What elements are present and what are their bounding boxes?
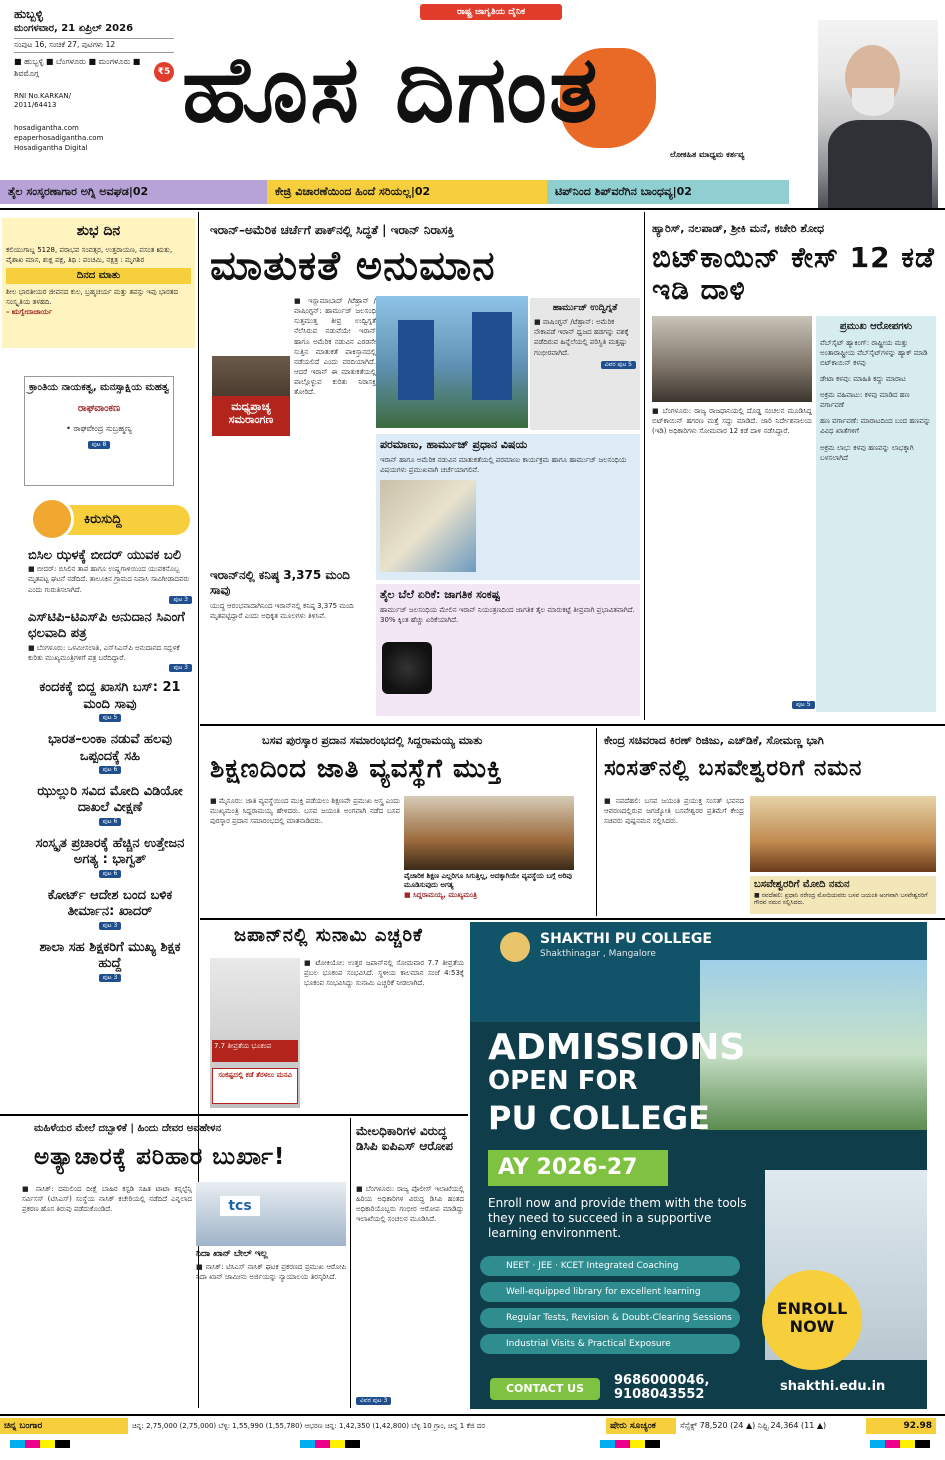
ad-feature-4: Industrial Visits & Practical Exposure [480,1334,740,1354]
ad-feature-2: Well-equipped library for excellent learning [480,1282,740,1302]
column-box[interactable] [24,376,174,486]
gold-label: ಚಿನ್ನ ಬಂಗಾರ [0,1418,128,1434]
edition-list: ■ ಹುಬ್ಬಳ್ಳಿ ■ ಬೆಂಗಳೂರು ■ ಮಂಗಳೂರು ■ ಶಿವಮೊಗ್ಗ [14,57,141,78]
page-ref[interactable]: ಪುಟ 5 [99,714,122,722]
ad-title-1: ADMISSIONS [488,1027,746,1068]
ad-description: Enroll now and provide them with the tools they need to succeed in a supportive learning environment. [488,1196,747,1240]
web-link-1[interactable]: hosadigantha.com [14,124,79,132]
allegation-item: ಅಕ್ರಮ ವಹಿವಾಟು: ಕಳವು ಮಾಡಿದ ಹಣ ವರ್ಗಾವಣೆ [820,391,910,410]
allegation-item: ಹಣ ವರ್ಗಾವಣೆ: ಮಾರಾಟದಿಂದ ಬಂದ ಹಣವನ್ನು ವಿವಿಧ ಖಾತೆಗಳಿಗೆ [820,417,931,436]
ad-title-3: PU COLLEGE [488,1099,711,1137]
volume-info: ಸಂಪುಟ 16, ಸಂಚಿಕೆ 27, ಪುಟಗಳು 12 [14,40,174,53]
web-link-3[interactable]: Hosadigantha Digital [14,143,88,152]
casualty-story[interactable] [210,568,374,621]
basava-headline[interactable]: ಶಿಕ್ಷಣದಿಂದ ಜಾತಿ ವ್ಯವಸ್ಥೆಗೆ ಮುಕ್ತಿ [210,754,503,784]
bitcoin-headline[interactable]: ಬಿಟ್‌ಕಾಯಿನ್ ಕೇಸ್ 12 ಕಡೆ ಇಡಿ ದಾಳಿ [652,241,935,307]
brief-headline: ಕೋರ್ಟ್ ಆದೇಶ ಬಂದ ಬಳಿಕ ತೀರ್ಮಾನ: ಖಾದರ್ [47,888,173,920]
brief-headline: ಎಸ್‌ಟಿಪಿ–ಟಿಎಸ್‌ಪಿ ಅನುದಾನ ಸಿಎಂಗೆ ಛಲವಾದಿ ಪತ್ರ [28,610,185,642]
market-index: ಸೆನ್ಸೆಕ್ಸ್ 78,520 (24 ▲) ನಿಫ್ಟಿ 24,364 (11 ▲) [680,1421,827,1430]
ad-college-name: SHAKTHI PU COLLEGE [540,931,712,947]
tsunami-body: ■ ಟೋಕಿಯೋ: ಉತ್ತರ ಜಪಾನ್‌ನಲ್ಲಿ ಸೋಮವಾರ 7.7 ತೀವ್ರತೆಯ ಪ್ರಬಲ ಭೂಕಂಪ ಸಂಭವಿಸಿದೆ. ಸ್ಥಳೀಯ ಕಾಲಮಾನ ಸಂಜೆ 4:53ಕ್ಕೆ ಭೂಕಂಪ ಸಂಭವಿಸಿದ್ದು ಸುನಾಮಿ ಎಚ್ಚರಿಕೆ ನೀಡಲಾಗಿದೆ. [304,959,464,988]
ad-phone-2: 9108043552 [614,1387,705,1403]
column-name: ರಾಘವಾಂಕಣ [77,403,121,414]
strip-story-1[interactable]: ತೈಲ ಸಂಸ್ಕರಣಾಗಾರ ಅಗ್ನಿ ಅವಘಡ|02 [0,180,267,204]
lead-kicker: ಇರಾನ್–ಅಮೆರಿಕ ಚರ್ಚೆಗೆ ಪಾಕ್‌ನಲ್ಲಿ ಸಿದ್ಧತೆ | ಇರಾನ್ ನಿರಾಸಕ್ತಿ [210,223,455,237]
column-divider [644,212,645,720]
divider [200,918,945,920]
masthead-subtag: ಲೋಕಹಿತ ಮಾಧ್ಯಮ ಕರ್ತವ್ಯ [670,150,745,159]
brief-item[interactable] [28,680,192,722]
hormuz-map [380,480,476,572]
divider [0,1414,945,1416]
brief-headline: ಸಂಸ್ಕೃತ ಪ್ರಚಾರಕ್ಕೆ ಹೆಚ್ಚಿನ ಉತ್ತೇಜನ ಅಗತ್ಯ : ಭಾಗ್ವತ್ [35,836,185,868]
dinada-text: ಶೀಲ ಭಾರತೀಯರ ಜೀವನದ ಕುಲ, ಬ್ರಹ್ಮಚರ್ಯ ಮತ್ತು ತಪಸ್ಸು ಇವು ಭಾರತದ ಸಂಸ್ಕೃತಿಯ ತಳಹದಿ. [6,287,179,306]
column-title: ಕ್ರಾಂತಿಯ ನಾಯಕತ್ವ, ಮನಸ್ಸಾಕ್ಷಿಯ ಮಹತ್ವ [29,382,169,393]
ad-phone-numbers[interactable] [614,1374,709,1403]
ad-title-2: OPEN FOR [488,1066,638,1096]
lead-headline[interactable]: ಮಾತುಕತೆ ಅನುಮಾನ [210,243,496,289]
page-ref[interactable]: ಪುಟ 3 [169,664,192,672]
allegation-item: ಡೇಟಾ ಕಳವು: ಮಾಹಿತಿ ಕದ್ದು ಮಾರಾಟ [820,374,906,383]
brief-item[interactable] [28,610,192,672]
brief-item[interactable] [28,784,192,826]
hormuz-box[interactable] [530,298,640,430]
brief-item[interactable] [28,732,192,774]
basava-quote-box [404,872,574,914]
casualty-headline: ಇರಾನ್‌ನಲ್ಲಿ ಕನಿಷ್ಠ 3,375 ಮಂದಿ ಸಾವು [210,568,350,597]
sansat-headline[interactable]: ಸಂಸತ್‌ನಲ್ಲಿ ಬಸವೇಶ್ವರರಿಗೆ ನಮನ [604,756,863,781]
talks-banner-1 [398,320,434,400]
column-author: • ರಾಘವೇಂದ್ರ ಸುಬ್ರಹ್ಮಣ್ಯ [66,423,132,433]
modi-tribute-body: ■ ನವದೆಹಲಿ: ಪ್ರಧಾನಿ ನರೇಂದ್ರ ಮೋದಿಯವರು ಬಸವ ಜಯಂತಿ ಅಂಗವಾಗಿ ಬಸವೇಶ್ವರರಿಗೆ ಗೌರವ ನಮನ ಸಲ್ಲಿಸಿದರು. [754,891,928,907]
page-ref[interactable]: ಪುಟ 6 [99,870,122,878]
gold-rates: ಚಿನ್ನ: 2,75,000 (2,75,000) ಬೆಳ್ಳಿ: 1,55,990 (1,55,780) ಆಭರಣ ಚಿನ್ನ: 1,42,350 (1,42,800) ಬೆಳ್ಳಿ 10 ಗ್ರಾಂ, ಚಿನ್ನ 1 ಕೆಜಿ ದರ [132,1422,486,1430]
lead-body-text: ■ ಇಸ್ಲಾಮಾಬಾದ್ /ಟೆಹ್ರಾನ್ /ವಾಷಿಂಗ್ಟನ್: ಹಾರ್ಮುಜ್ ಜಲಸಂಧಿ ಸುತ್ತಮುತ್ತ ತೀವ್ರ ಉದ್ವಿಗ್ನತೆ ನೆಲೆಸಿರುವ ನಡುವೆಯೇ ಇರಾನ್ ಹಾಗೂ ಅಮೆರಿಕ ನಡುವಿನ ಎರಡನೇ ಸುತ್ತಿನ ಮಾತುಕತೆ ಪಾಕಿಸ್ತಾನದಲ್ಲಿ ನಡೆಯಲಿದೆ ಎಂದು ವರದಿಯಾಗಿದೆ. ಆದರೆ ಇರಾನ್ ಈ ಮಾತುಕತೆಯಲ್ಲಿ ಪಾಲ್ಗೊಳ್ಳುವ ಕುರಿತು ನಿರಾಸಕ್ತಿ ತೋರಿದೆ. [294,297,376,397]
kirusuddi-header: ಕಿರುಸುದ್ದಿ [30,505,190,535]
issue-date: ಮಂಗಳವಾರ, 21 ಏಪ್ರಿಲ್ 2026 [14,22,174,39]
ad-contact-button[interactable]: CONTACT US [490,1378,600,1400]
brief-item[interactable] [28,836,192,878]
page-ref[interactable]: ಪುಟ 3 [99,922,122,930]
brief-body: ■ ಬೀದರ್: ಬಿಸಿಲಿನ ತಾಪ ಹಾಗೂ ಉಷ್ಣಗಾಳಿಯಿಂದ ಯುವಕನೊಬ್ಬ ಮೃತಪಟ್ಟ ಘಟನೆ ನಡೆದಿದೆ. ತಾಲೂಕಿನ ಗ್ರಾಮದ ನಿವಾಸಿ ಸಾವಿಗೀಡಾದವರು ಎಂದು ಗುರುತಿಸಲಾಗಿದೆ. [28,565,190,594]
oil-body: ಹಾರ್ಮುಜ್ ಜಲಸಂಧಿಯ ಮೇಲಿನ ಇರಾನ್ ನಿಯಂತ್ರಣದಿಂದ ಜಾಗತಿಕ ತೈಲ ಮಾರುಕಟ್ಟೆ ತೀವ್ರವಾಗಿ ಪ್ರಭಾವಿತವಾಗಿದೆ. 30% ಕ್ಕಿಂತ ಹೆಚ್ಚು ಏರಿಕೆಯಾಗಿದೆ. [380,605,635,624]
college-logo-icon [500,932,530,962]
rni-number: RNI No.KARKAN/ 2011/64413 [14,92,71,110]
page-ref[interactable]: ಪುಟ 3 [99,974,122,982]
sansat-kicker: ಕೇಂದ್ರ ಸಚಿವರಾದ ಕಿರಣ್ ರಿಜಿಜು, ಎಚ್‌ಡಿಕೆ, ಸೋಮಣ್ಣ ಭಾಗಿ [604,734,824,747]
atyachar-kicker: ಮಹಿಳೆಯರ ಮೇಲೆ ದಬ್ಬಾಳಿಕೆ | ಹಿಂದು ದೇವರ ಅವಹೇಳನ [34,1123,222,1134]
brief-headline: ಭಾರತ–ಲಂಕಾ ನಡುವೆ ಹಲವು ಒಪ್ಪಂದಕ್ಕೆ ಸಹಿ [48,732,172,764]
brief-headline: ಬಿಸಿಲ ಝಳಕ್ಕೆ ಬೀದರ್ ಯುವಕ ಬಲಿ [28,548,181,563]
page-ref[interactable]: ವಿವರ ಪುಟ 5 [601,361,636,369]
web-link-2[interactable]: epaperhosadigantha.com [14,133,104,142]
brief-headline: ಶಾಲಾ ಸಹ ಶಿಕ್ಷಕರಿಗೆ ಮುಖ್ಯ ಶಿಕ್ಷಕ ಹುದ್ದೆ [39,940,181,972]
pm-photo-beard [852,88,894,116]
bitcoin-page-ref-wrap [792,700,815,709]
shubha-title: ಶುಭ ದಿನ [76,223,121,239]
atyachar-body: ■ ನಾಸಿಕ್: ದಮಲಿಂದ ದೀಕ್ಷೆ ಬಾಹಿರ ಕಸ್ಟಡಿ ಸಹಿತ ಟಾಟಾ ಕನ್ಸಲ್ಟೆನ್ಸಿ ಸರ್ವಿಸಸ್ (ಟಿಸಿಎಸ್) ಸಂಸ್ಥೆಯ ನಾಸಿಕ್ ಕಚೇರಿಯಲ್ಲಿ ನಡೆದಿದೆ ಎನ್ನಲಾದ ಪ್ರಕರಣ ಹೊಸ ತಿರುವು ಪಡೆದುಕೊಂಡಿದೆ. [22,1185,192,1214]
column-divider [596,728,597,916]
brief-body: ■ ಬೆಂಗಳೂರು: ಒಳಮೀಸಲಾತಿ, ಎಸ್‌ಸಿಎಸ್‌ಪಿ ಅನುದಾನದ ಸದ್ಬಳಕೆ ಕುರಿತು ಮುಖ್ಯಮಂತ್ರಿಗಳಿಗೆ ಪತ್ರ ಬರೆದಿದ್ದಾರೆ. [28,643,180,662]
allegation-item: ವೆಬ್‌ಸೈಟ್ ಹ್ಯಾಕಿಂಗ್: ರಾಷ್ಟ್ರೀಯ ಮತ್ತು ಅಂತಾರಾಷ್ಟ್ರೀಯ ವೆಬ್‌ಸೈಟ್‌ಗಳನ್ನು ಹ್ಯಾಕ್ ಮಾಡಿ ಬಿಟ್‌ಕಾಯಿನ್ ಕಳವು [820,338,928,367]
basava-quote: ವೈಚಾರಿಕ ಶಿಕ್ಷಣ ಎಲ್ಲರಿಗೂ ಸಿಗುತ್ತಿಲ್ಲ, ಅದಕ್ಕಾಗಿಯೇ ವ್ಯವಸ್ಥೆಯ ಬಗ್ಗೆ ಅರಿವು ಮೂಡಿಸುವುದು ಅಗತ್ಯ [404,872,572,890]
brief-item[interactable] [28,940,192,982]
nuclear-body: ಇರಾನ್ ಹಾಗೂ ಅಮೆರಿಕ ನಡುವಿನ ಮಾತುಕತೆಯಲ್ಲಿ ಪರಮಾಣು ಕಾರ್ಯಕ್ರಮ ಹಾಗೂ ಹಾರ್ಮುಜ್ ಜಲಸಂಧಿಯ ವಿಷಯಗಳು ಪ್ರಮುಖವಾಗಿ ಚರ್ಚೆಯಾಗಲಿವೆ. [380,455,627,474]
brief-item[interactable] [28,548,192,604]
atyachar-headline[interactable]: ಅತ್ಯಾಚಾರಕ್ಕೆ ಪರಿಹಾರ ಬುರ್ಖಾ! [34,1144,286,1170]
nuclear-title: ಪರಮಾಣು, ಹಾರ್ಮುಜ್ ಪ್ರಧಾನ ವಿಷಯ [380,438,528,451]
brief-news-list [28,548,192,982]
talks-banner-2 [472,312,512,400]
dcp-page-wrap [356,1396,391,1405]
ad-website-link[interactable]: shakthi.edu.in [780,1379,886,1394]
shubha-dina-box [2,218,195,348]
brief-item[interactable] [28,888,192,930]
pm-photo-coat [828,120,932,208]
ed-raid-photo [652,316,812,402]
divider [0,208,945,210]
tcs-logo-icon: tcs [220,1196,260,1216]
page-ref[interactable]: ವಿವರ ಪುಟ 3 [356,1397,391,1405]
oil-title: ತೈಲ ಬೆಲೆ ಏರಿಕೆ: ಜಾಗತಿಕ ಸಂಕಷ್ಟ [380,588,501,601]
ad-feature-1: NEET · JEE · KCET Integrated Coaching [480,1256,740,1276]
page-ref[interactable]: ಪುಟ 6 [99,818,122,826]
modi-tribute-title: ಬಸವೇಶ್ವರರಿಗೆ ಮೋದಿ ನಮನ [754,879,850,890]
strip-story-2[interactable]: ಕೇಜ್ರಿ ವಿಚಾರಣೆಯಿಂದ ಹಿಂದೆ ಸರಿಯಲ್ಲ|02 [267,180,547,204]
registration-bar [600,1440,660,1448]
strip-story-3[interactable]: ಟಿಪ್‌ನಿಂದ ಶಿಪ್‌ವರೆಗಿನ ಬಾಂಧವ್ಯ|02 [547,180,789,204]
basava-event-photo [404,796,574,870]
basava-quote-by: ■ ಸಿದ್ದರಾಮಯ್ಯ, ಮುಖ್ಯಮಂತ್ರಿ [404,890,478,899]
allegations-box [816,316,936,712]
ad-enroll-button[interactable]: ENROLL NOW [762,1270,862,1370]
hand-pointer-icon [30,497,74,541]
sansat-body: ■ ನವದೆಹಲಿ: ಬಸವ ಜಯಂತಿ ಪ್ರಯುಕ್ತ ಸಂಸತ್ ಭವನದ ಆವರಣದಲ್ಲಿರುವ ಜಗಜ್ಯೋತಿ ಬಸವೇಶ್ವರರ ಪ್ರತಿಮೆಗೆ ಕೇಂದ್ರ ಸಚಿವರು ಪುಷ್ಪನಮನ ಸಲ್ಲಿಸಿದರು. [604,797,744,826]
atyachar-sub-body: ■ ನಾಸಿಕ್: ಟಿಸಿಎಸ್ ನಾಸಿಕ್ ಘಟಕ ಪ್ರಕರಣದ ಪ್ರಮುಖ ಆರೋಪಿ ನಿದಾ ಖಾನ್ ಜಾಮೀನು ಅರ್ಜಿಯನ್ನು ನ್ಯಾಯಾಲಯ ತಿರಸ್ಕರಿಸಿದೆ. [196,1263,346,1282]
lead-photo-caption: ಮಧ್ಯಪ್ರಾಚ್ಯ ಸಮರಾಂಗಣ [212,396,290,436]
quake-tag-1: 7.7 ತೀವ್ರತೆಯ ಭೂಕಂಪ [212,1040,298,1062]
brief-headline: ಕಂದಕಕ್ಕೆ ಬಿದ್ದ ಖಾಸಗಿ ಬಸ್: 21 ಮಂದಿ ಸಾವು [39,680,181,712]
basava-kicker: ಬಸವ ಪುರಸ್ಕಾರ ಪ್ರದಾನ ಸಮಾರಂಭದಲ್ಲಿ ಸಿದ್ದರಾಮಯ್ಯ ಮಾತು [262,734,483,747]
atyachar-sub: ನಿದಾ ಖಾನ್ ಬೇಲ್ ಇಲ್ಲ [196,1249,268,1259]
bitcoin-body: ■ ಬೆಂಗಳೂರು: ರಾಜ್ಯ ರಾಜಧಾನಿಯಲ್ಲಿ ದೊಡ್ಡ ಸಂಚಲನ ಮೂಡಿಸಿದ್ದ ಬಿಟ್‌ಕಾಯಿನ್ ಹಗರಣ ಮತ್ತೆ ಸದ್ದು ಮಾಡಿದೆ. ಜಾರಿ ನಿರ್ದೇಶನಾಲಯ (ಇಡಿ) ಅಧಿಕಾರಿಗಳು ಸೋಮವಾರ 12 ಕಡೆ ದಾಳಿ ನಡೆಸಿದ್ದಾರೆ. [652,407,812,436]
registration-bar [10,1440,70,1448]
dinada-title: ದಿನದ ಮಾತು [6,268,191,284]
oil-box[interactable] [376,584,640,716]
masthead-title: ಹೊಸ ದಿಗಂತ [182,36,600,143]
page-ref[interactable]: ಪುಟ 6 [99,766,122,774]
sansat-event-photo [750,796,936,872]
ad-college-place: Shakthinagar , Mangalore [540,949,656,959]
ad-phone-1: 9686000046, [614,1373,710,1388]
brief-headline: ಝುಲ್ಲುರಿ ಸವಿದ ಮೋದಿ ವಿಡಿಯೋ ದಾಖಲೆ ವೀಕ್ಷಣೆ [37,784,183,816]
registration-bar [870,1440,930,1448]
modi-tribute-box [750,876,936,914]
quake-tag-2: ಸಂಕಷ್ಟದಲ್ಲಿ ಕಡೆ ತೆರಳಲು ಮನವಿ [212,1068,298,1104]
allegation-item: ಅಕ್ರಮ ಲಾಭ: ಕಳವು ಹಣವನ್ನು ಲಾಭಕ್ಕಾಗಿ ಬಳಸಲಾಗಿದೆ [820,443,914,462]
divider [0,1114,468,1116]
price-badge: ₹5 [154,62,174,82]
lead-body [210,296,376,564]
dinada-author: – ಋಗ್ವೇದಾಚಾರ್ಯ [6,307,53,316]
allegations-title: ಪ್ರಮುಖ ಆರೋಪಗಳು [839,321,913,332]
page-ref[interactable]: ಪುಟ 3 [169,596,192,604]
hormuz-title: ಹಾರ್ಮುಜ್ ಉದ್ವಿಗ್ನತೆ [552,303,618,313]
tsunami-headline[interactable]: ಜಪಾನ್‌ನಲ್ಲಿ ಸುನಾಮಿ ಎಚ್ಚರಿಕೆ [234,925,423,946]
casualty-body: ಯುದ್ಧ ಆರಂಭವಾದಾಗಿನಿಂದ ಇರಾನ್‌ನಲ್ಲಿ ಕನಿಷ್ಠ 3,375 ಮಂದಿ ಮೃತಪಟ್ಟಿದ್ದಾರೆ ಎಂದು ಅಧಿಕೃತ ಮೂಲಗಳು ತಿಳಿಸಿವೆ. [210,602,354,621]
dcp-body: ■ ಬೆಂಗಳೂರು: ರಾಜ್ಯ ಪೊಲೀಸ್ ಇಲಾಖೆಯಲ್ಲಿ ಹಿರಿಯ ಅಧಿಕಾರಿಗಳ ವಿರುದ್ಧ ಡಿಸಿಪಿ ಹಂತದ ಅಧಿಕಾರಿಯೊಬ್ಬರು ಗಂಭೀರ ಆರೋಪ ಮಾಡಿದ್ದು ಇಲಾಖೆಯಲ್ಲಿ ಸಂಚಲನ ಮೂಡಿಸಿದೆ. [356,1185,464,1224]
column-divider [350,1118,351,1408]
basava-body: ■ ಮೈಸೂರು: ಜಾತಿ ವ್ಯವಸ್ಥೆಯಿಂದ ಮುಕ್ತಿ ಪಡೆಯಲು ಶಿಕ್ಷಣವೇ ಪ್ರಮುಖ ಅಸ್ತ್ರ ಎಂದು ಮುಖ್ಯಮಂತ್ರಿ ಸಿದ್ದರಾಮಯ್ಯ ಹೇಳಿದರು. ಬಸವ ಜಯಂತಿ ಅಂಗವಾಗಿ ನಡೆದ ಬಸವ ಪುರಸ್ಕಾರ ಪ್ರದಾನ ಸಮಾರಂಭದಲ್ಲಿ ಮಾತನಾಡಿದರು. [210,797,400,826]
ad-feature-3: Regular Tests, Revision & Doubt-Clearing Sessions [480,1308,740,1328]
tcs-building-photo [196,1182,346,1246]
registration-bar [300,1440,360,1448]
shubha-text: ಕಲಿಯುಗಾಬ್ದ 5128, ಪರಾಭವ ಸಂವತ್ಸರ, ಉತ್ತರಾಯಣ, ವಸಂತ ಋತು, ವೈಶಾಖ ಮಾಸ, ಶುಕ್ಲ ಪಕ್ಷ, ತಿಥಿ : ಪಂಚಮಿ, ನಕ್ಷತ್ರ : ಮೃಗಶಿರ [6,245,173,265]
forex-rate: 92.98 [866,1418,936,1434]
market-label: ಷೇರು ಸೂಚ್ಯಂಕ [606,1418,676,1434]
web-links [14,124,103,153]
edition-city: ಹುಬ್ಬಳ್ಳಿ [14,7,43,21]
bitcoin-kicker: ಹ್ಯಾರಿಸ್, ನಲಪಾಡ್, ಶ್ರೀಕಿ ಮನೆ, ಕಚೇರಿ ಶೋಧ [652,222,825,235]
divider [200,724,945,726]
nuclear-box[interactable] [376,434,640,580]
dcp-headline[interactable]: ಮೇಲಧಿಕಾರಿಗಳ ವಿರುದ್ಧ ಡಿಸಿಪಿ ಐಪಿಎಸ್ ಆರೋಪ [356,1124,453,1153]
page-ref[interactable]: ಪುಟ 8 [88,441,111,449]
oil-barrels-icon [382,642,432,694]
page-ref[interactable]: ಪುಟ 5 [792,701,815,709]
masthead-tagline: ರಾಷ್ಟ್ರ ಜಾಗೃತಿಯ ದೈನಿಕ [420,4,562,20]
ad-academic-year: AY 2026-27 [488,1150,668,1186]
hormuz-body: ■ ವಾಷಿಂಗ್ಟನ್ /ಟೆಹ್ರಾನ್: ಅಮೆರಿಕ ನೌಕಾಪಡೆ ಇರಾನ್ ಧ್ವಜದ ಹಡಗನ್ನು ವಶಕ್ಕೆ ಪಡೆದಿರುವ ಹಿನ್ನೆಲೆಯಲ್ಲಿ ಪರಿಸ್ಥಿತಿ ಮತ್ತಷ್ಟು ಗಂಭೀರವಾಗಿದೆ. [534,318,629,357]
